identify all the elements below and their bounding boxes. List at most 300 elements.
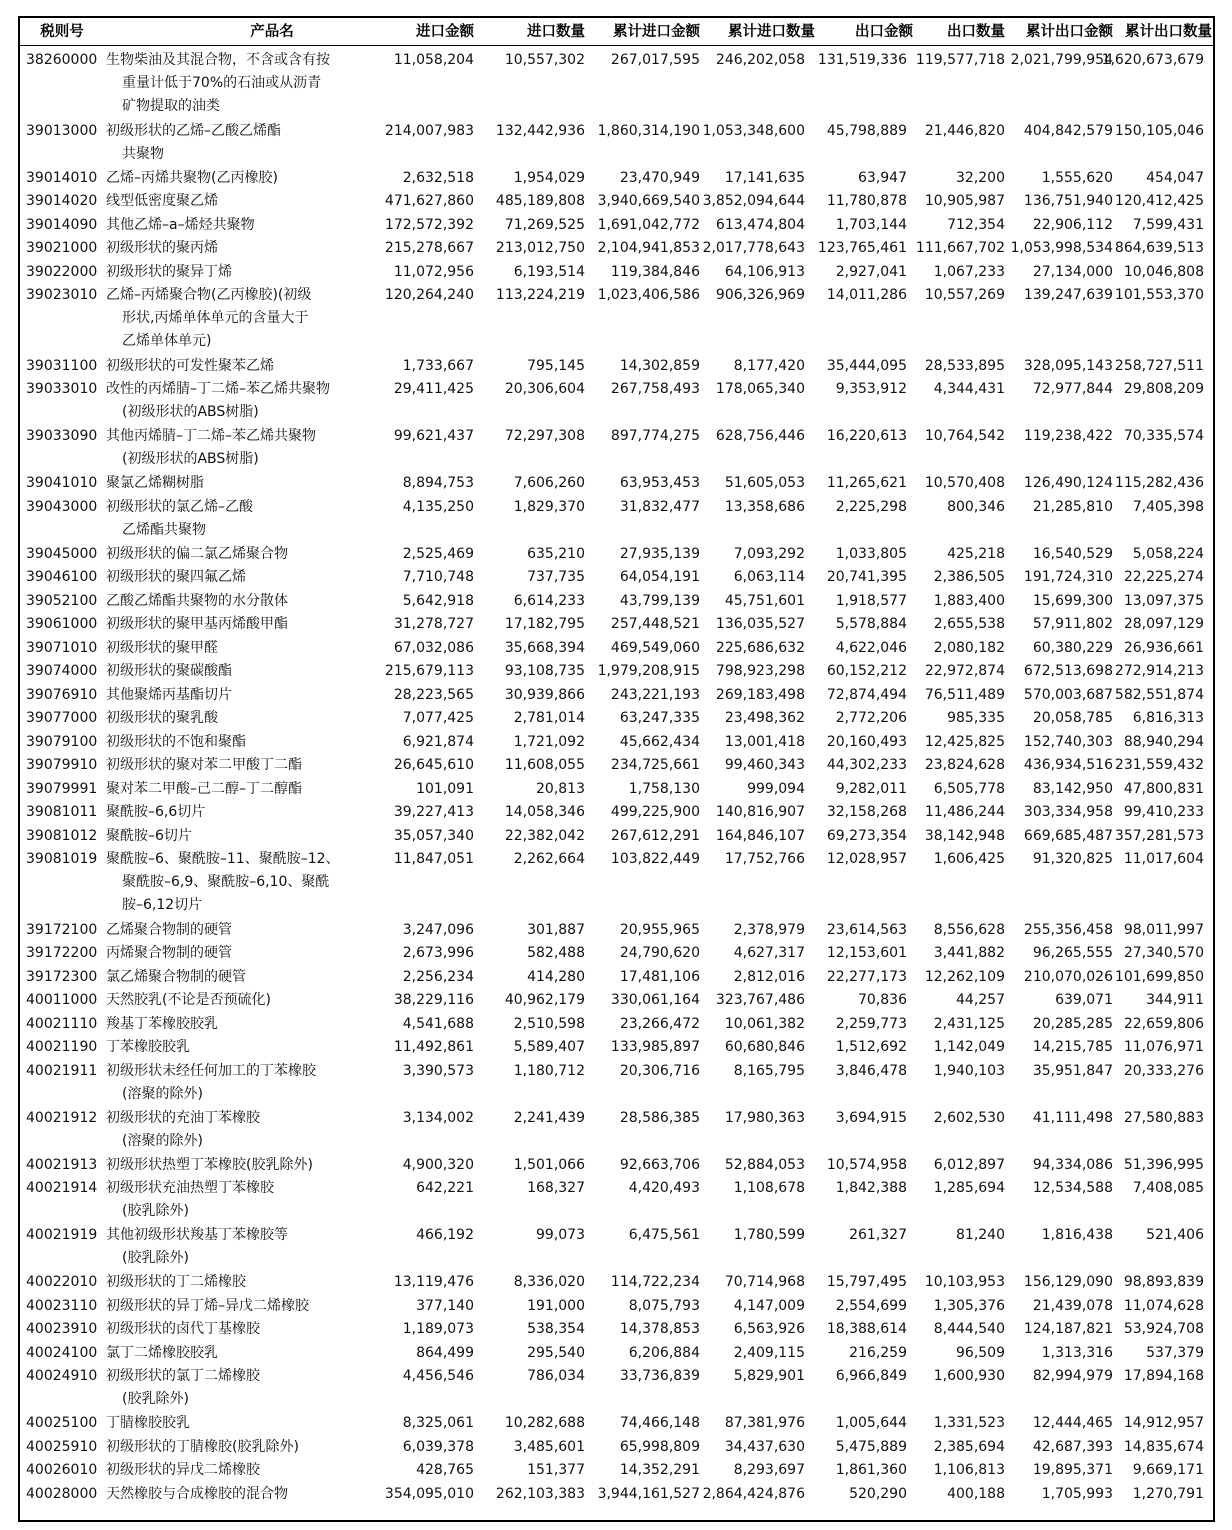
cumulative-export-value: 1,555,620 [1041, 169, 1113, 186]
cumulative-export-quantity: 582,551,874 [1114, 686, 1204, 703]
product-name-line: (初级形状的ABS树脂) [122, 451, 259, 467]
export-value: 131,519,336 [817, 52, 907, 68]
table-row [20, 684, 1213, 708]
cumulative-export-quantity: 17,894,168 [1123, 1368, 1204, 1384]
product-name [106, 1412, 346, 1435]
import-quantity: 6,614,233 [513, 592, 585, 609]
table-row [20, 1177, 1213, 1224]
tariff-code: 40024100 [26, 1344, 98, 1361]
cumulative-export-value: 2,021,799,954 [1010, 52, 1113, 68]
product-name-line: 初级形状热塑丁苯橡胶(胶乳除外) [106, 1156, 313, 1173]
export-quantity: 10,905,987 [924, 193, 1005, 209]
import-value: 99,621,437 [393, 428, 474, 444]
cumulative-import-quantity: 269,183,498 [715, 686, 805, 703]
cumulative-import-quantity: 52,884,053 [724, 1156, 805, 1173]
import-quantity: 2,241,439 [513, 1109, 585, 1126]
import-value: 2,632,518 [402, 169, 474, 186]
cumulative-export-value: 12,534,588 [1032, 1180, 1113, 1196]
product-name [106, 190, 346, 213]
product-name-line: 其他乙烯–a–烯烃共聚物 [106, 216, 255, 233]
export-value: 2,259,773 [835, 1015, 907, 1032]
product-name [106, 49, 346, 118]
export-quantity: 985,335 [947, 710, 1005, 726]
export-value: 5,578,884 [835, 616, 907, 632]
cumulative-import-value: 14,302,859 [619, 357, 700, 374]
table-row [20, 919, 1213, 943]
table-row [20, 825, 1213, 849]
import-quantity: 40,962,179 [504, 992, 585, 1008]
import-quantity: 10,557,302 [504, 52, 585, 68]
cumulative-export-value: 255,356,458 [1023, 921, 1113, 938]
import-value: 8,894,753 [402, 475, 474, 491]
import-value: 354,095,010 [384, 1485, 474, 1502]
tariff-code: 39014090 [26, 216, 98, 233]
cumulative-export-quantity: 11,017,604 [1123, 851, 1204, 867]
export-quantity: 2,385,694 [933, 1438, 1005, 1455]
product-name [106, 566, 346, 589]
export-quantity: 1,067,233 [933, 263, 1005, 280]
import-quantity: 538,354 [527, 1321, 585, 1337]
import-value: 215,278,667 [384, 240, 474, 256]
import-quantity: 1,829,370 [513, 498, 585, 515]
product-name-line: 改性的丙烯腈–丁二烯–苯乙烯共聚物 [106, 381, 330, 397]
product-name-line: 初级形状的偏二氯乙烯聚合物 [106, 545, 288, 562]
table-row [20, 1013, 1213, 1037]
cumulative-export-quantity: 10,046,808 [1123, 263, 1204, 280]
cumulative-export-value: 19,895,371 [1032, 1462, 1113, 1478]
cumulative-export-value: 136,751,940 [1023, 193, 1113, 209]
cumulative-import-value: 103,822,449 [610, 851, 700, 867]
import-value: 4,456,546 [402, 1368, 474, 1384]
tariff-code: 39041010 [26, 475, 98, 491]
cumulative-import-value: 20,306,716 [619, 1062, 700, 1079]
cumulative-export-quantity: 150,105,046 [1114, 122, 1204, 139]
product-name [106, 801, 346, 824]
import-quantity: 635,210 [527, 545, 585, 562]
cumulative-export-value: 21,439,078 [1032, 1297, 1113, 1314]
cumulative-import-quantity: 17,141,635 [724, 169, 805, 186]
product-name-line: 初级形状的聚异丁烯 [106, 263, 232, 280]
product-name-line: 其他初级形状羧基丁苯橡胶等 [106, 1227, 288, 1243]
table-row [20, 355, 1213, 379]
table-row [20, 1318, 1213, 1342]
export-value: 11,780,878 [826, 193, 907, 209]
import-value: 4,900,320 [402, 1156, 474, 1173]
cumulative-import-quantity: 13,001,418 [724, 733, 805, 750]
cumulative-import-quantity: 613,474,804 [715, 216, 805, 233]
cumulative-import-quantity: 164,846,107 [715, 827, 805, 844]
export-quantity: 96,509 [956, 1344, 1005, 1361]
product-name-line: 聚氯乙烯糊树脂 [106, 475, 204, 491]
product-name-line: 生物柴油及其混合物，不含或含有按 [106, 52, 330, 68]
export-quantity: 1,106,813 [933, 1462, 1005, 1478]
cumulative-export-quantity: 272,914,213 [1114, 663, 1204, 679]
product-name [106, 1459, 346, 1482]
product-name-line: 初级形状的氯乙烯–乙酸 [106, 498, 253, 515]
product-name [106, 237, 346, 260]
header-cumulative-import-quantity: 累计进口数量 [728, 24, 815, 40]
cumulative-export-value: 16,540,529 [1032, 545, 1113, 562]
cumulative-export-value: 1,705,993 [1041, 1485, 1113, 1502]
export-quantity: 400,188 [947, 1485, 1005, 1502]
cumulative-import-quantity: 798,923,298 [715, 663, 805, 679]
product-name-line: 聚对苯二甲酸–己二醇–丁二醇酯 [106, 780, 302, 797]
product-name [106, 825, 346, 848]
export-quantity: 1,305,376 [933, 1297, 1005, 1314]
cumulative-export-value: 21,285,810 [1032, 498, 1113, 515]
export-value: 18,388,614 [826, 1321, 907, 1337]
cumulative-import-quantity: 906,326,969 [715, 287, 805, 303]
import-quantity: 301,887 [527, 921, 585, 938]
product-name [106, 942, 346, 965]
cumulative-export-quantity: 258,727,511 [1114, 357, 1204, 374]
import-value: 4,541,688 [402, 1015, 474, 1032]
export-quantity: 1,940,103 [933, 1062, 1005, 1079]
cumulative-export-quantity: 231,559,432 [1114, 757, 1204, 773]
product-name-line: 丁腈橡胶胶乳 [106, 1415, 190, 1431]
tariff-code: 39045000 [26, 545, 98, 562]
cumulative-export-value: 669,685,487 [1023, 827, 1113, 844]
cumulative-import-quantity: 45,751,601 [724, 592, 805, 609]
header-cumulative-export-value: 累计出口金额 [1026, 24, 1113, 40]
import-quantity: 14,058,346 [504, 804, 585, 820]
import-value: 6,039,378 [402, 1438, 474, 1455]
export-value: 72,874,494 [826, 686, 907, 703]
export-value: 6,966,849 [835, 1368, 907, 1384]
tariff-code: 38260000 [26, 52, 98, 68]
cumulative-import-value: 92,663,706 [619, 1156, 700, 1173]
cumulative-import-value: 267,758,493 [610, 381, 700, 397]
cumulative-export-value: 672,513,698 [1023, 663, 1113, 679]
table-row [20, 1436, 1213, 1460]
export-quantity: 81,240 [956, 1227, 1005, 1243]
cumulative-export-value: 12,444,465 [1032, 1415, 1113, 1431]
export-quantity: 8,556,628 [933, 921, 1005, 938]
export-value: 69,273,354 [826, 827, 907, 844]
product-name [106, 1342, 346, 1365]
product-name [106, 660, 346, 683]
cumulative-import-quantity: 17,980,363 [724, 1109, 805, 1126]
product-name [106, 637, 346, 660]
product-name-line: 乙烯聚合物制的硬管 [106, 921, 232, 938]
table-row [20, 284, 1213, 355]
header-import-value: 进口金额 [416, 24, 474, 40]
cumulative-import-quantity: 51,605,053 [724, 475, 805, 491]
product-name [106, 1107, 346, 1153]
product-name-line: 聚酰胺–6切片 [106, 827, 192, 844]
product-name [106, 989, 346, 1012]
product-name-line: 形状,丙烯单体单元的含量大于 [122, 310, 309, 326]
cumulative-import-value: 45,662,434 [619, 733, 700, 750]
import-quantity: 17,182,795 [504, 616, 585, 632]
export-value: 3,846,478 [835, 1062, 907, 1079]
table-row [20, 754, 1213, 778]
cumulative-import-quantity: 6,563,926 [733, 1321, 805, 1337]
cumulative-export-value: 20,285,285 [1032, 1015, 1113, 1032]
import-value: 1,189,073 [402, 1321, 474, 1337]
product-name-line: 矿物提取的油类 [122, 98, 220, 114]
cumulative-import-quantity: 999,094 [747, 780, 805, 797]
table-row [20, 1365, 1213, 1412]
export-value: 11,265,621 [826, 475, 907, 491]
cumulative-import-quantity: 1,780,599 [733, 1227, 805, 1243]
product-name [106, 1295, 346, 1318]
export-value: 16,220,613 [826, 428, 907, 444]
cumulative-import-value: 6,475,561 [628, 1227, 700, 1243]
cumulative-import-quantity: 4,147,009 [733, 1297, 805, 1314]
cumulative-import-value: 330,061,164 [610, 992, 700, 1008]
product-name-line: 初级形状未经任何加工的丁苯橡胶 [106, 1062, 316, 1079]
product-name [106, 1177, 346, 1223]
export-quantity: 111,667,702 [915, 240, 1005, 256]
product-name-line: 聚酰胺–6、聚酰胺–11、聚酰胺–12、 [106, 851, 340, 867]
export-value: 1,842,388 [835, 1180, 907, 1196]
table-row [20, 613, 1213, 637]
cumulative-import-quantity: 8,293,697 [733, 1462, 805, 1478]
cumulative-export-value: 303,334,958 [1023, 804, 1113, 820]
cumulative-export-quantity: 115,282,436 [1114, 475, 1204, 491]
tariff-code: 39076910 [26, 686, 98, 703]
tariff-code: 39033010 [26, 381, 98, 397]
cumulative-export-value: 27,134,000 [1032, 263, 1113, 280]
product-name-line: 丙烯聚合物制的硬管 [106, 945, 232, 961]
tariff-code: 40023110 [26, 1297, 98, 1314]
cumulative-import-quantity: 13,358,686 [724, 498, 805, 515]
import-value: 2,525,469 [402, 545, 474, 562]
cumulative-import-value: 1,023,406,586 [597, 287, 700, 303]
cumulative-import-value: 6,206,884 [628, 1344, 700, 1361]
import-quantity: 582,488 [527, 945, 585, 961]
export-value: 14,011,286 [826, 287, 907, 303]
product-name-line: (溶聚的除外) [122, 1085, 203, 1102]
import-quantity: 30,939,866 [504, 686, 585, 703]
cumulative-export-quantity: 7,599,431 [1132, 216, 1204, 233]
product-name [106, 120, 346, 166]
cumulative-export-value: 328,095,143 [1023, 357, 1113, 374]
import-quantity: 20,306,604 [504, 381, 585, 397]
import-value: 38,229,116 [393, 992, 474, 1008]
cumulative-export-quantity: 22,225,274 [1123, 569, 1204, 585]
export-quantity: 22,972,874 [924, 663, 1005, 679]
tariff-code: 40021919 [26, 1227, 98, 1243]
table-row [20, 214, 1213, 238]
cumulative-export-quantity: 98,893,839 [1123, 1274, 1204, 1290]
cumulative-export-value: 72,977,844 [1032, 381, 1113, 397]
product-name-line: 胺–6,12切片 [122, 897, 203, 913]
table-row [20, 778, 1213, 802]
cumulative-export-quantity: 22,659,806 [1123, 1015, 1204, 1032]
tariff-code: 39172300 [26, 968, 98, 985]
header-export-value: 出口金额 [855, 24, 913, 40]
cumulative-export-quantity: 5,058,224 [1132, 545, 1204, 562]
product-name-line: 氯丁二烯橡胶胶乳 [106, 1344, 218, 1361]
export-value: 5,475,889 [835, 1438, 907, 1455]
cumulative-import-value: 24,790,620 [619, 945, 700, 961]
cumulative-export-quantity: 51,396,995 [1123, 1156, 1204, 1173]
export-value: 23,614,563 [826, 921, 907, 938]
cumulative-import-quantity: 7,093,292 [733, 545, 805, 562]
import-value: 642,221 [416, 1180, 474, 1196]
import-quantity: 1,501,066 [513, 1156, 585, 1173]
cumulative-import-value: 43,799,139 [619, 592, 700, 609]
import-value: 1,733,667 [402, 357, 474, 374]
product-name [106, 378, 346, 424]
cumulative-import-quantity: 10,061,382 [724, 1015, 805, 1032]
export-value: 2,225,298 [835, 498, 907, 515]
product-name [106, 284, 346, 353]
tariff-code: 39021000 [26, 240, 98, 256]
cumulative-export-value: 152,740,303 [1023, 733, 1113, 750]
tariff-code: 40026010 [26, 1462, 98, 1478]
export-value: 216,259 [849, 1344, 907, 1361]
tariff-code: 40021190 [26, 1039, 98, 1055]
export-quantity: 1,606,425 [933, 851, 1005, 867]
cumulative-import-value: 3,940,669,540 [597, 193, 700, 209]
product-name-line: 氯乙烯聚合物制的硬管 [106, 968, 246, 985]
product-name [106, 1365, 346, 1411]
export-value: 35,444,095 [826, 357, 907, 374]
cumulative-export-value: 1,053,998,534 [1010, 240, 1113, 256]
import-value: 3,247,096 [402, 921, 474, 938]
export-quantity: 800,346 [947, 498, 1005, 515]
cumulative-export-quantity: 47,800,831 [1123, 780, 1204, 797]
cumulative-import-value: 3,944,161,527 [597, 1485, 700, 1502]
cumulative-import-quantity: 5,829,901 [733, 1368, 805, 1384]
product-name-line: 初级形状的可发性聚苯乙烯 [106, 357, 274, 374]
import-quantity: 262,103,383 [495, 1485, 585, 1502]
table-row [20, 848, 1213, 919]
product-name-line: 初级形状的乙烯–乙酸乙烯酯 [106, 122, 281, 139]
export-value: 4,622,046 [835, 639, 907, 656]
import-value: 471,627,860 [384, 193, 474, 209]
product-name [106, 590, 346, 613]
tariff-code: 40021110 [26, 1015, 98, 1032]
cumulative-import-value: 1,691,042,772 [597, 216, 700, 233]
import-value: 864,499 [416, 1344, 474, 1361]
import-quantity: 786,034 [527, 1368, 585, 1384]
tariff-code: 39172100 [26, 921, 98, 938]
tariff-code: 39022000 [26, 263, 98, 280]
cumulative-export-value: 210,070,026 [1023, 968, 1113, 985]
import-quantity: 8,336,020 [513, 1274, 585, 1290]
tariff-code: 39081019 [26, 851, 98, 867]
tariff-code: 39046100 [26, 569, 98, 585]
cumulative-export-value: 639,071 [1055, 992, 1113, 1008]
import-quantity: 6,193,514 [513, 263, 585, 280]
trade-table [18, 16, 1215, 1522]
product-name-line: 初级形状的聚丙烯 [106, 240, 218, 256]
product-name-line: 初级形状的不饱和聚酯 [106, 733, 246, 750]
cumulative-import-value: 267,017,595 [610, 52, 700, 68]
table-row [20, 1271, 1213, 1295]
import-value: 28,223,565 [393, 686, 474, 703]
import-value: 7,077,425 [402, 710, 474, 726]
cumulative-export-quantity: 70,335,574 [1123, 428, 1204, 444]
product-name [106, 1271, 346, 1294]
tariff-code: 40028000 [26, 1485, 98, 1502]
export-value: 261,327 [849, 1227, 907, 1243]
tariff-code: 39081011 [26, 804, 98, 820]
cumulative-export-quantity: 1,270,791 [1132, 1485, 1204, 1502]
export-quantity: 8,444,540 [933, 1321, 1005, 1337]
cumulative-export-value: 22,906,112 [1032, 216, 1113, 233]
table-row [20, 707, 1213, 731]
tariff-code: 40022010 [26, 1274, 98, 1290]
product-name-line: 乙烯单体单元) [122, 333, 212, 349]
product-name-line: 羧基丁苯橡胶胶乳 [106, 1015, 218, 1032]
export-quantity: 2,080,182 [933, 639, 1005, 656]
export-quantity: 1,142,049 [933, 1039, 1005, 1055]
export-value: 70,836 [858, 992, 907, 1008]
cumulative-export-value: 41,111,498 [1032, 1109, 1113, 1126]
product-name [106, 919, 346, 942]
table-row [20, 1459, 1213, 1483]
cumulative-import-value: 63,247,335 [619, 710, 700, 726]
import-quantity: 113,224,219 [495, 287, 585, 303]
cumulative-import-value: 119,384,846 [610, 263, 700, 280]
cumulative-import-value: 499,225,900 [610, 804, 700, 820]
table-row [20, 1060, 1213, 1107]
product-name [106, 214, 346, 237]
product-name [106, 1224, 346, 1270]
cumulative-import-value: 31,832,477 [619, 498, 700, 515]
table-row [20, 496, 1213, 543]
product-name-line: 丁苯橡胶胶乳 [106, 1039, 190, 1055]
cumulative-import-quantity: 246,202,058 [715, 52, 805, 68]
export-value: 1,005,644 [835, 1415, 907, 1431]
import-value: 31,278,727 [393, 616, 474, 632]
product-name-line: (溶聚的除外) [122, 1132, 203, 1149]
product-name-line: (胶乳除外) [122, 1391, 189, 1407]
cumulative-import-value: 33,736,839 [619, 1368, 700, 1384]
cumulative-import-value: 64,054,191 [619, 569, 700, 585]
cumulative-export-value: 156,129,090 [1023, 1274, 1113, 1290]
import-value: 8,325,061 [402, 1415, 474, 1431]
cumulative-export-value: 191,724,310 [1023, 569, 1113, 585]
table-row [20, 190, 1213, 214]
cumulative-import-quantity: 34,437,630 [724, 1438, 805, 1455]
export-value: 1,861,360 [835, 1462, 907, 1478]
cumulative-export-quantity: 101,699,850 [1114, 968, 1204, 985]
cumulative-import-value: 8,075,793 [628, 1297, 700, 1314]
export-value: 12,153,601 [826, 945, 907, 961]
cumulative-export-value: 126,490,124 [1023, 475, 1113, 491]
table-row [20, 237, 1213, 261]
tariff-code: 39014010 [26, 169, 98, 186]
table-row [20, 1483, 1213, 1507]
import-value: 6,921,874 [402, 733, 474, 750]
cumulative-import-quantity: 99,460,343 [724, 757, 805, 773]
cumulative-import-value: 897,774,275 [610, 428, 700, 444]
product-name-line: 乙烯–丙烯共聚物(乙丙橡胶) [106, 169, 278, 186]
cumulative-import-value: 243,221,193 [610, 686, 700, 703]
tariff-code: 39043000 [26, 498, 98, 515]
tariff-code: 40025910 [26, 1438, 98, 1455]
cumulative-import-value: 133,985,897 [610, 1039, 700, 1055]
export-quantity: 76,511,489 [924, 686, 1005, 703]
import-value: 4,135,250 [402, 498, 474, 515]
export-quantity: 2,431,125 [933, 1015, 1005, 1032]
export-quantity: 1,285,694 [933, 1180, 1005, 1196]
product-name-line: 天然胶乳(不论是否预硫化) [106, 992, 271, 1008]
import-quantity: 71,269,525 [504, 216, 585, 233]
tariff-code: 39077000 [26, 710, 98, 726]
cumulative-import-quantity: 2,864,424,876 [702, 1485, 805, 1502]
product-name-line: 其他丙烯腈–丁二烯–苯乙烯共聚物 [106, 428, 316, 444]
cumulative-export-value: 570,003,687 [1023, 686, 1113, 703]
cumulative-import-value: 27,935,139 [619, 545, 700, 562]
export-quantity: 119,577,718 [915, 52, 1005, 68]
